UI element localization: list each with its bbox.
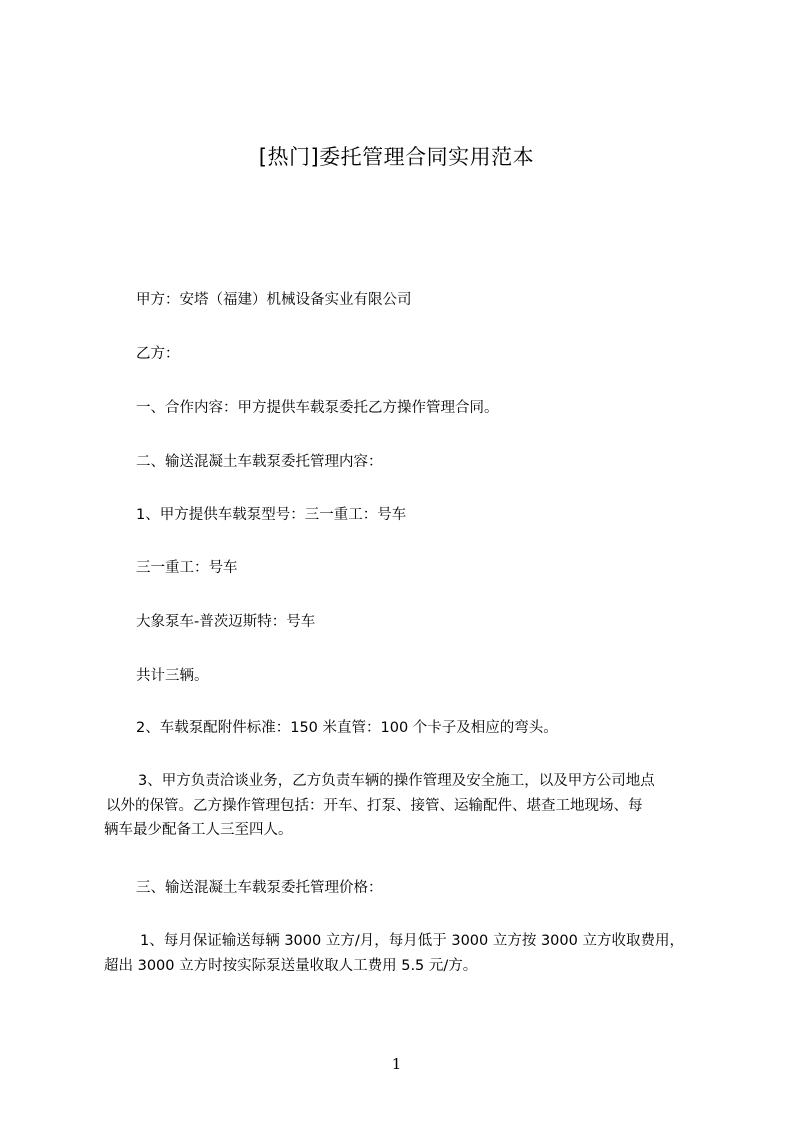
section-2-heading: 二、输送混凝土车载泵委托管理内容： (136, 454, 383, 470)
party-b-line: 乙方： (136, 346, 180, 362)
section-3-heading: 三、输送混凝土车载泵委托管理价格： (136, 880, 383, 896)
pump-model-line-2: 三一重工：号车 (136, 560, 238, 576)
clause-2-accessories: 2、车载泵配附件标准：150 米直管：100 个卡子及相应的弯头。 (136, 720, 558, 736)
clause-3-line: 辆车最少配备工人三至四人。 (104, 822, 293, 838)
party-a-line: 甲方：安塔（福建）机械设备实业有限公司 (136, 292, 412, 308)
total-vehicles-line: 共计三辆。 (136, 668, 209, 684)
clause-1-pump-models: 1、甲方提供车载泵型号：三一重工：号车 (136, 507, 407, 523)
document-title: [热门]委托管理合同实用范本 (258, 145, 535, 169)
clause-3-line: 3、甲方负责洽谈业务，乙方负责车辆的操作管理及安全施工，以及甲方公司地点 (138, 773, 655, 789)
price-clause-line: 1、每月保证输送每辆 3000 立方/月，每月低于 3000 立方按 3000 立方收取费用， (140, 933, 684, 949)
section-1-cooperation: 一、合作内容：甲方提供车载泵委托乙方操作管理合同。 (136, 400, 499, 416)
clause-3-line: 以外的保管。乙方操作管理包括：开车、打泵、接管、运输配件、堪查工地现场、每 (106, 797, 643, 814)
clause-3-responsibilities (104, 769, 704, 843)
price-clause-line: 超出 3000 立方时按实际泵送量收取人工费用 5.5 元/方。 (104, 957, 478, 974)
pump-model-line-3: 大象泵车-普茨迈斯特：号车 (136, 614, 316, 630)
page-number: 1 (391, 1055, 402, 1073)
price-clause (104, 929, 704, 978)
